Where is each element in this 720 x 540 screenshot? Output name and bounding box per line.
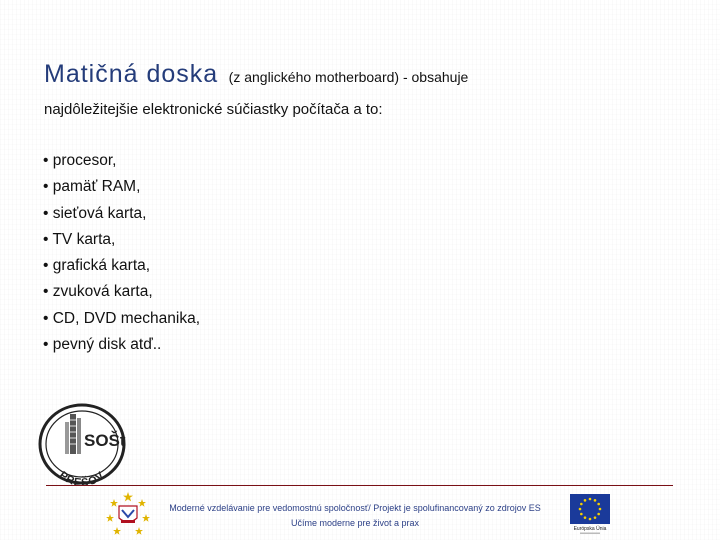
school-logo-city: PREŠOV [56,469,108,486]
eu-star [579,508,582,511]
school-logo-name: SOŠt [84,431,126,450]
eu-star [584,516,587,519]
eu-star [594,499,597,502]
eu-star [580,513,583,516]
footer-line-2: Učíme moderne pre život a prax [290,518,420,528]
component-list [43,149,200,359]
list-item: • pamäť RAM, [43,178,141,196]
list-item: • procesor, [43,152,117,169]
slide-title-line [44,60,468,89]
eu-star [589,498,592,501]
footer-divider [46,485,673,486]
footer-text [160,501,550,531]
eu-star [580,503,583,506]
slide-title-continuation: najdôležitejšie elektronické súčiastky počítača a to: [44,101,383,118]
eu-star [597,513,600,516]
slide-title-subtext: (z anglického motherboard) - obsahuje [228,69,469,85]
eu-star [589,518,592,521]
program-emblem-icon [106,490,150,536]
list-item: • zvuková karta, [43,283,153,301]
eu-star [599,508,602,511]
school-logo [36,402,128,486]
eu-label: Európska Únia [573,526,607,532]
eu-star [594,516,597,519]
eu-star [597,503,600,506]
list-item: • sieťová karta, [43,204,147,222]
list-item: • pevný disk atď.. [43,336,162,354]
list-item: • grafická karta, [43,257,151,275]
eu-flag-icon [566,493,614,537]
slide-title: Matičná doska [44,60,219,88]
list-item: • TV karta, [43,230,116,248]
eu-star [584,499,587,502]
footer-line-1: Moderné vzdelávanie pre vedomostnú spoločnosť/ Projekt je spolufinancovaný zo zdrojov ES [169,503,541,513]
list-item: • CD, DVD mechanika, [43,309,201,327]
